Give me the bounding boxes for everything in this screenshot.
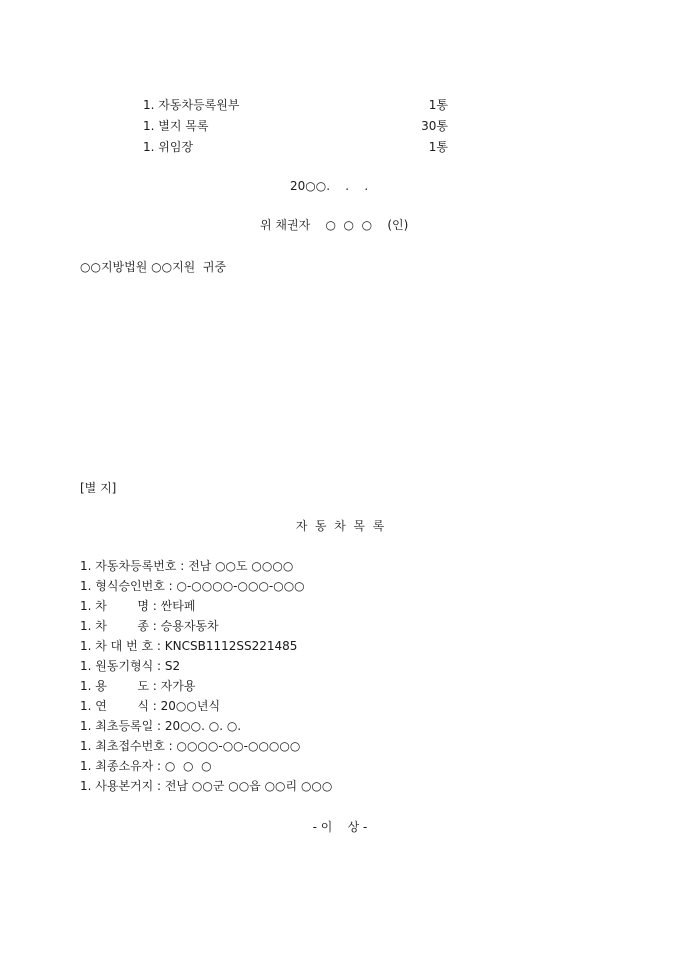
vehicle-item: 1. 최초등록일 : 20○○. ○. ○. bbox=[80, 719, 242, 733]
attachment-label: 1. 자동차등록원부 bbox=[143, 98, 240, 112]
filing-date: 20○○. . . bbox=[290, 179, 369, 193]
vehicle-item: 1. 차 명 : 싼타페 bbox=[80, 599, 196, 613]
attachment-row bbox=[143, 117, 448, 133]
end-mark: - 이 상 - bbox=[312, 820, 368, 834]
vehicle-item: 1. 최종소유자 : ○ ○ ○ bbox=[80, 759, 212, 773]
court-addressee: ○○지방법원 ○○지원 귀중 bbox=[80, 260, 227, 274]
vehicle-list-title: 자 동 차 목 록 bbox=[295, 519, 385, 533]
vehicle-item: 1. 차 대 번 호 : KNCSB1112SS221485 bbox=[80, 639, 298, 653]
attachment-count: 30통 bbox=[421, 119, 448, 133]
vehicle-item: 1. 용 도 : 자가용 bbox=[80, 679, 196, 693]
attachment-count: 1통 bbox=[428, 140, 448, 154]
annex-label: [별 지] bbox=[80, 481, 117, 495]
attachment-label: 1. 별지 목록 bbox=[143, 119, 209, 133]
vehicle-item: 1. 차 종 : 승용자동차 bbox=[80, 619, 219, 633]
vehicle-item: 1. 형식승인번호 : ○-○○○○-○○○-○○○ bbox=[80, 579, 305, 593]
attachment-row bbox=[143, 138, 448, 154]
vehicle-item: 1. 연 식 : 20○○년식 bbox=[80, 699, 221, 713]
attachment-count: 1통 bbox=[428, 98, 448, 112]
vehicle-item: 1. 사용본거지 : 전남 ○○군 ○○읍 ○○리 ○○○ bbox=[80, 779, 333, 793]
vehicle-item: 1. 자동차등록번호 : 전남 ○○도 ○○○○ bbox=[80, 559, 294, 573]
attachment-row bbox=[143, 96, 448, 112]
attachment-label: 1. 위임장 bbox=[143, 140, 194, 154]
vehicle-item: 1. 최초접수번호 : ○○○○-○○-○○○○○ bbox=[80, 739, 301, 753]
creditor-signature: 위 채권자 ○ ○ ○ (인) bbox=[260, 218, 409, 232]
vehicle-item: 1. 원동기형식 : S2 bbox=[80, 659, 181, 673]
